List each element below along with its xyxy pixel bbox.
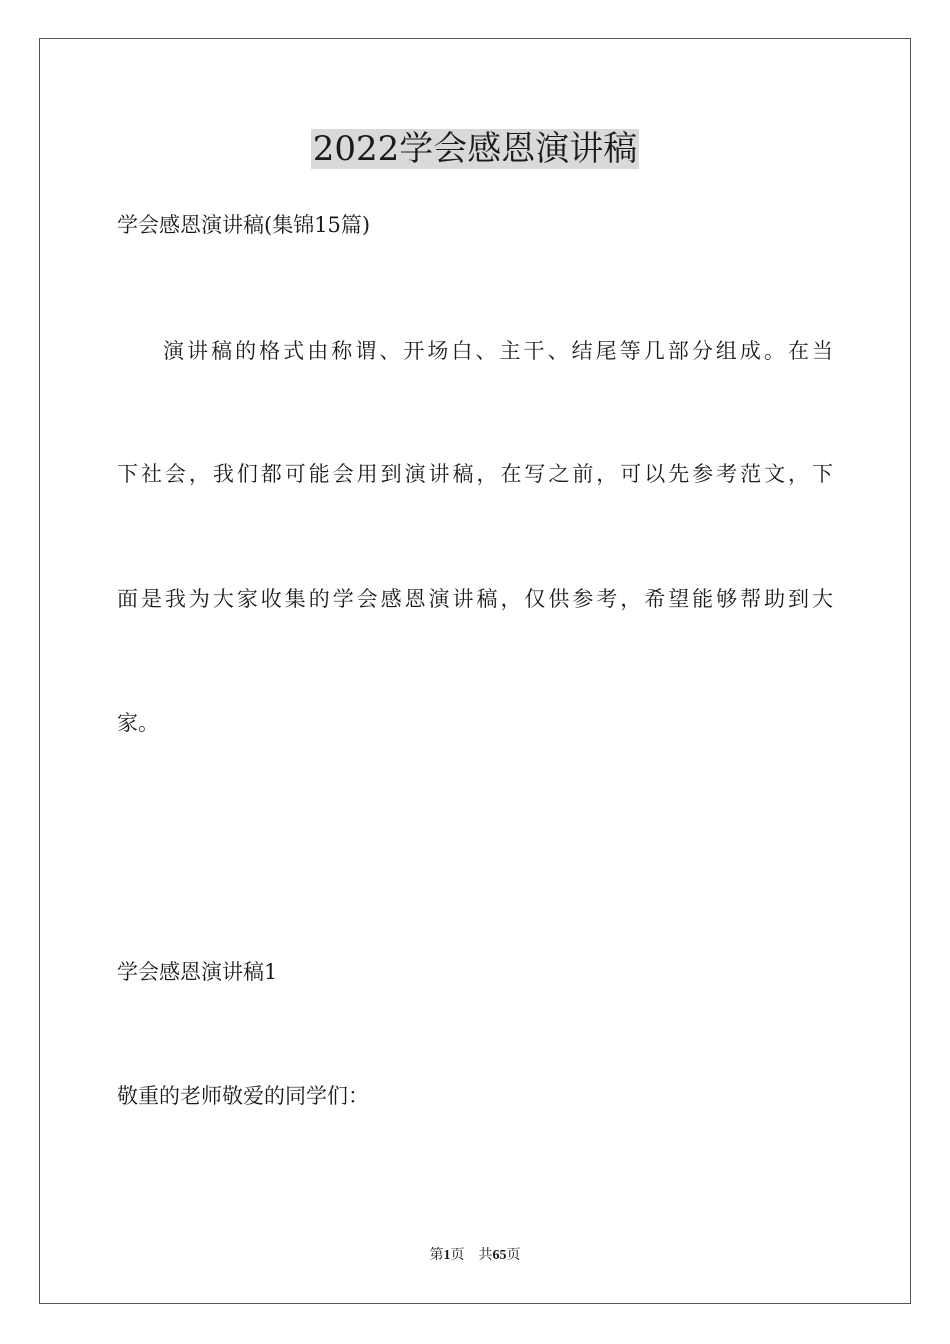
footer-mid: 页 共	[450, 1248, 493, 1263]
footer-total-pages: 65	[492, 1248, 507, 1263]
footer-current-page: 1	[443, 1248, 451, 1263]
intro-line-1: 演讲稿的格式由称谓、开场白、主干、结尾等几部分组成。在当	[163, 339, 833, 363]
title-text: 2022学会感恩演讲稿	[312, 129, 638, 169]
page-footer	[0, 1246, 950, 1266]
intro-line-3: 面是我为大家收集的学会感恩演讲稿，仅供参考，希望能够帮助到大	[117, 587, 833, 611]
intro-line-2: 下社会，我们都可能会用到演讲稿，在写之前，可以先参考范文，下	[117, 462, 833, 486]
intro-line-4: 家。	[117, 711, 159, 735]
document-title	[0, 126, 950, 172]
section-heading: 学会感恩演讲稿1	[117, 960, 278, 984]
footer-prefix: 第	[429, 1248, 444, 1263]
document-subtitle: 学会感恩演讲稿(集锦15篇)	[117, 213, 371, 237]
salutation: 敬重的老师敬爱的同学们：	[117, 1084, 369, 1108]
footer-suffix: 页	[506, 1248, 521, 1263]
